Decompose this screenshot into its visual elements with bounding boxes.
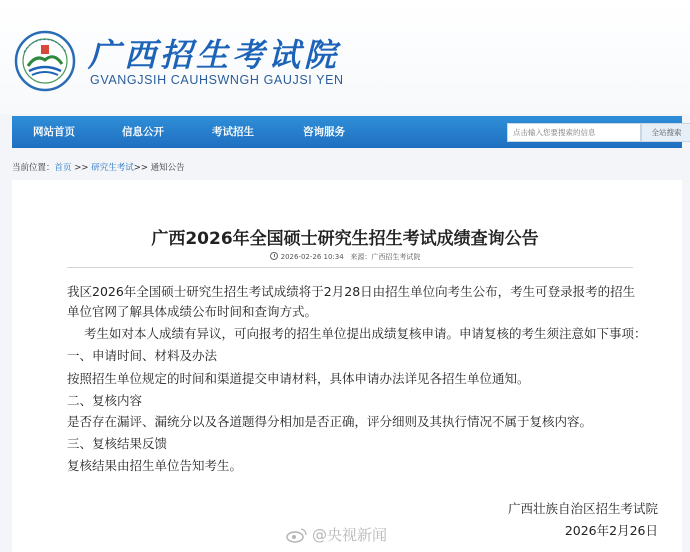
- article-section-heading: 一、申请时间、材料及办法: [67, 348, 218, 363]
- weibo-icon: [286, 527, 308, 543]
- article-source: 广西招生考试院: [371, 253, 421, 261]
- article-paragraph: 是否存在漏评、漏统分以及各道题得分相加是否正确，评分细则及其执行情况不属于复核内容。: [67, 414, 593, 429]
- site-title: 广西招生考试院: [88, 36, 341, 74]
- watermark-text: @央视新闻: [312, 526, 388, 544]
- search-input[interactable]: 点击输入您要搜索的信息: [507, 123, 641, 142]
- breadcrumb-home-link[interactable]: 首页: [54, 163, 72, 173]
- article-source-label: 来源：: [350, 253, 372, 261]
- watermark: [286, 524, 387, 546]
- article-meta: [0, 251, 690, 263]
- article-section-heading: 二、复核内容: [67, 393, 143, 408]
- breadcrumb: [12, 160, 185, 176]
- institute-logo-icon[interactable]: [14, 30, 76, 92]
- title-divider: [67, 267, 633, 268]
- clock-icon: [270, 252, 278, 260]
- nav-item-consulting[interactable]: 咨询服务: [303, 126, 345, 138]
- article-paragraph: 考生如对本人成绩有异议，可向报考的招生单位提出成绩复核申请。申请复核的考生须注意如下事项：: [84, 326, 647, 341]
- nav-item-home[interactable]: 网站首页: [33, 126, 75, 138]
- breadcrumb-separator: >>: [133, 163, 151, 173]
- article-paragraph: 单位官网了解具体成绩公布时间和查询方式。: [67, 304, 318, 319]
- breadcrumb-current: 通知公告: [150, 163, 185, 173]
- nav-item-info-disclosure[interactable]: 信息公开: [122, 126, 164, 138]
- article-paragraph: 按照招生单位规定的时间和渠道提交申请材料，具体申请办法详见各招生单位通知。: [67, 371, 530, 386]
- breadcrumb-prefix: 当前位置：: [12, 163, 55, 173]
- main-nav: [12, 116, 682, 148]
- signature-org: 广西壮族自治区招生考试院: [507, 501, 658, 516]
- search-button[interactable]: 全站搜索: [641, 123, 690, 142]
- nav-item-exam-admission[interactable]: 考试招生: [212, 126, 254, 138]
- signature-date: 2026年2月26日: [564, 523, 658, 538]
- site-header: [0, 0, 690, 114]
- breadcrumb-separator: >>: [71, 163, 92, 173]
- article-date: 2026-02-26 10:34: [280, 253, 344, 261]
- breadcrumb-section-link[interactable]: 研究生考试: [91, 163, 134, 173]
- article-section-heading: 三、复核结果反馈: [67, 436, 168, 451]
- article-paragraph: 我区2026年全国硕士研究生招生考试成绩将于2月28日由招生单位向考生公布，考生可登录报考的招生: [67, 284, 636, 299]
- article-paragraph: 复核结果由招生单位告知考生。: [67, 458, 243, 473]
- article-title: 广西2026年全国硕士研究生招生考试成绩查询公告: [151, 229, 539, 249]
- site-subtitle: GVANGJSIH CAUHSWNGH GAUJSI YEN: [90, 73, 344, 87]
